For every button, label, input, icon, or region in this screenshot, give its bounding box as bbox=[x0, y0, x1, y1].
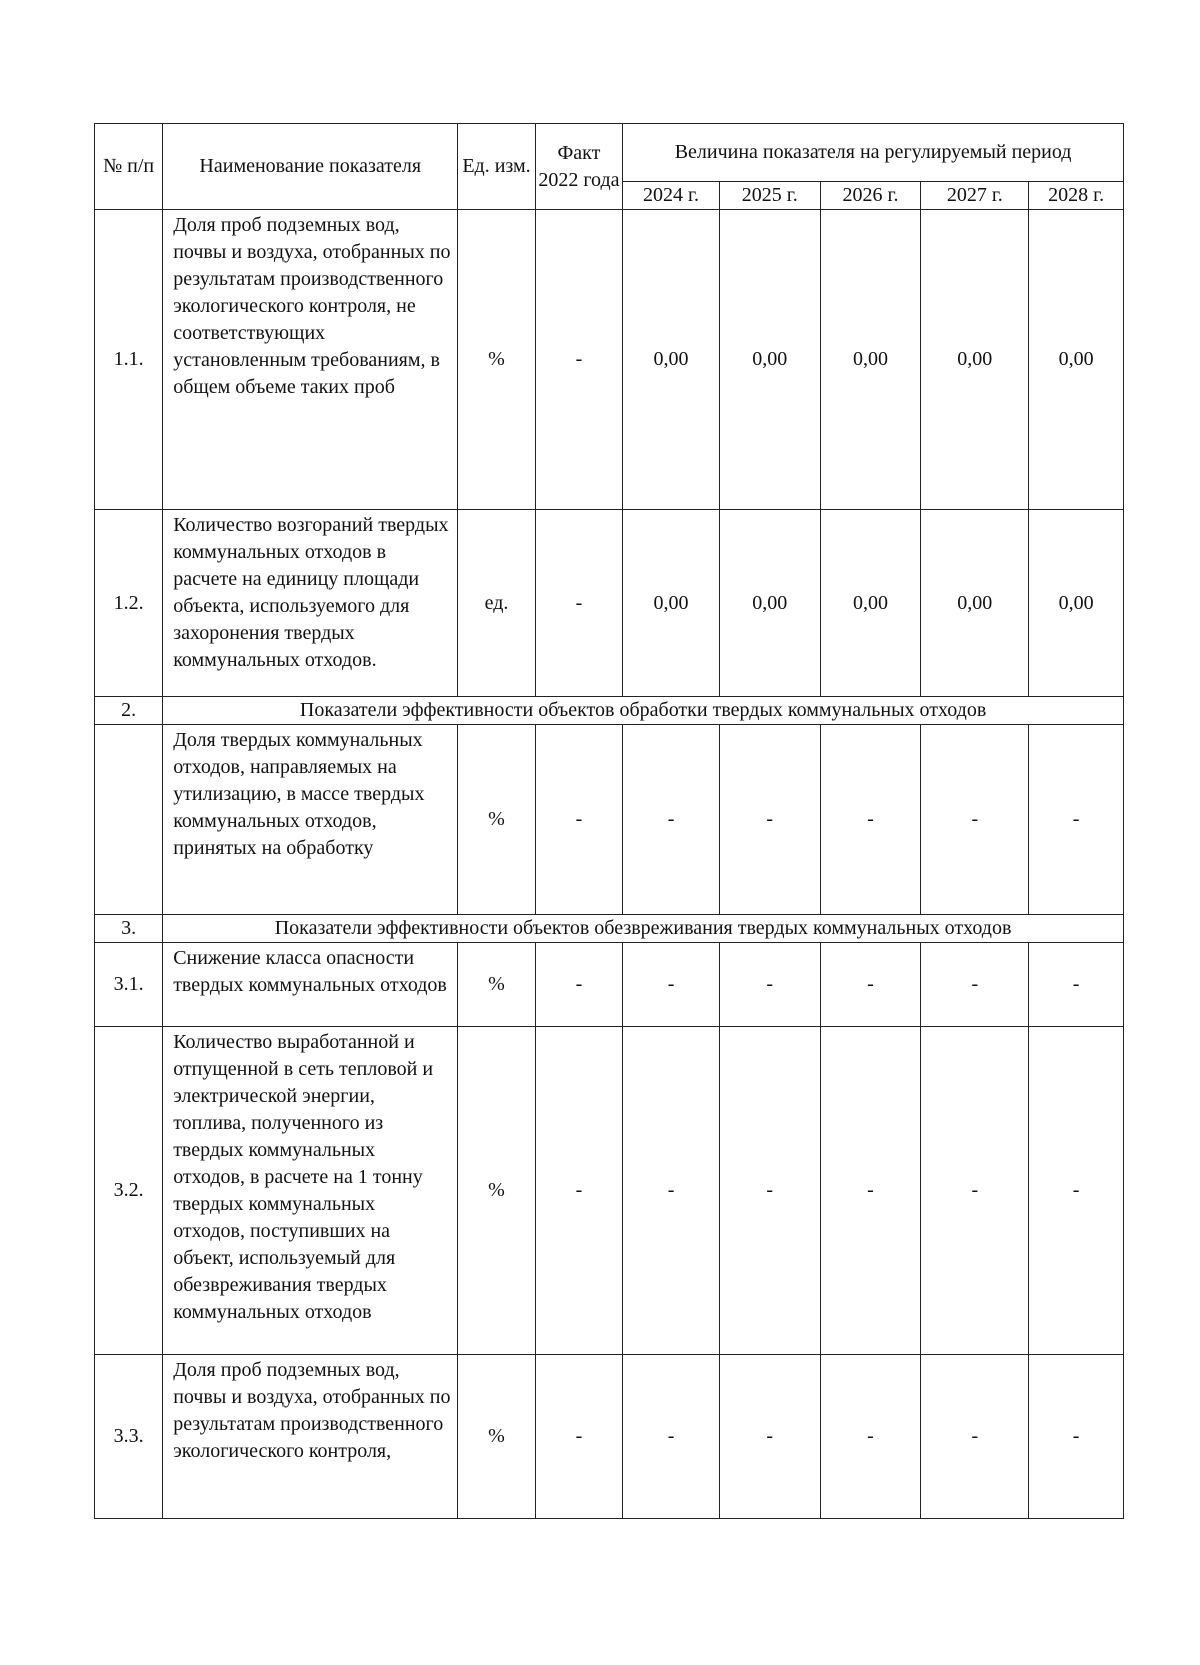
row-name: Доля проб подземных вод, почвы и воздуха, отобранных по результатам производственного экологического контроля, не соответствующих установленным требованиям, в общем объеме таких проб bbox=[163, 210, 458, 510]
row-unit: % bbox=[458, 1355, 535, 1519]
row-value: 0,00 bbox=[820, 510, 921, 697]
section-row bbox=[95, 915, 1124, 943]
row-num: 1.2. bbox=[95, 510, 163, 697]
row-fact: - bbox=[535, 725, 623, 915]
row-fact: - bbox=[535, 1355, 623, 1519]
row-name: Доля твердых коммунальных отходов, направляемых на утилизацию, в массе твердых коммунальных отходов, принятых на обработку bbox=[163, 725, 458, 915]
header-period: Величина показателя на регулируемый период bbox=[623, 124, 1124, 182]
row-unit: ед. bbox=[458, 510, 535, 697]
row-value: 0,00 bbox=[623, 210, 720, 510]
row-fact: - bbox=[535, 210, 623, 510]
header-year: 2028 г. bbox=[1029, 182, 1124, 210]
header-year: 2027 г. bbox=[921, 182, 1029, 210]
table-row bbox=[95, 510, 1124, 697]
row-name: Количество возгораний твердых коммунальных отходов в расчете на единицу площади объекта, используемого для захоронения твердых коммунальных отходов. bbox=[163, 510, 458, 697]
row-name: Количество выработанной и отпущенной в сеть тепловой и электрической энергии, топлива, полученного из твердых коммунальных отходов, в расчете на 1 тонну твердых коммунальных отходов, поступивших на объект, используемый для обезвреживания твердых коммунальных отходов bbox=[163, 1027, 458, 1355]
row-value: 0,00 bbox=[1029, 210, 1124, 510]
section-title: Показатели эффективности объектов обезвреживания твердых коммунальных отходов bbox=[163, 915, 1124, 943]
row-value: 0,00 bbox=[921, 510, 1029, 697]
row-fact: - bbox=[535, 943, 623, 1027]
header-year: 2026 г. bbox=[820, 182, 921, 210]
row-name: Доля проб подземных вод, почвы и воздуха, отобранных по результатам производственного экологического контроля, bbox=[163, 1355, 458, 1519]
row-num: 1.1. bbox=[95, 210, 163, 510]
row-fact: - bbox=[535, 1027, 623, 1355]
row-value: - bbox=[623, 1027, 720, 1355]
row-value: - bbox=[921, 725, 1029, 915]
section-title: Показатели эффективности объектов обработки твердых коммунальных отходов bbox=[163, 697, 1124, 725]
row-value: - bbox=[820, 725, 921, 915]
header-unit: Ед. изм. bbox=[458, 124, 535, 210]
row-value: - bbox=[623, 725, 720, 915]
document-page bbox=[94, 123, 1124, 1519]
row-value: 0,00 bbox=[1029, 510, 1124, 697]
table-row bbox=[95, 1027, 1124, 1355]
row-value: - bbox=[623, 943, 720, 1027]
row-value: - bbox=[623, 1355, 720, 1519]
row-value: - bbox=[921, 943, 1029, 1027]
row-unit: % bbox=[458, 210, 535, 510]
row-num bbox=[95, 725, 163, 915]
header-row bbox=[95, 124, 1124, 182]
row-unit: % bbox=[458, 1027, 535, 1355]
row-value: - bbox=[1029, 943, 1124, 1027]
row-value: - bbox=[820, 1355, 921, 1519]
table-row bbox=[95, 210, 1124, 510]
row-value: - bbox=[719, 943, 820, 1027]
header-year: 2024 г. bbox=[623, 182, 720, 210]
row-value: 0,00 bbox=[719, 210, 820, 510]
section-row bbox=[95, 697, 1124, 725]
row-num: 3.1. bbox=[95, 943, 163, 1027]
row-value: - bbox=[1029, 1355, 1124, 1519]
row-fact: - bbox=[535, 510, 623, 697]
indicators-table bbox=[94, 123, 1124, 1519]
row-value: - bbox=[820, 1027, 921, 1355]
row-value: - bbox=[921, 1355, 1029, 1519]
row-value: 0,00 bbox=[921, 210, 1029, 510]
row-num: 3.2. bbox=[95, 1027, 163, 1355]
table-row bbox=[95, 725, 1124, 915]
header-fact: Факт 2022 года bbox=[535, 124, 623, 210]
header-year: 2025 г. bbox=[719, 182, 820, 210]
table-row bbox=[95, 1355, 1124, 1519]
section-num: 3. bbox=[95, 915, 163, 943]
section-num: 2. bbox=[95, 697, 163, 725]
row-value: - bbox=[719, 1355, 820, 1519]
row-value: 0,00 bbox=[719, 510, 820, 697]
row-unit: % bbox=[458, 725, 535, 915]
header-num: № п/п bbox=[95, 124, 163, 210]
row-value: - bbox=[719, 1027, 820, 1355]
row-value: - bbox=[1029, 725, 1124, 915]
row-value: - bbox=[820, 943, 921, 1027]
row-unit: % bbox=[458, 943, 535, 1027]
row-value: 0,00 bbox=[820, 210, 921, 510]
row-num: 3.3. bbox=[95, 1355, 163, 1519]
table-row bbox=[95, 943, 1124, 1027]
row-value: - bbox=[1029, 1027, 1124, 1355]
row-value: - bbox=[719, 725, 820, 915]
header-name: Наименование показателя bbox=[163, 124, 458, 210]
row-value: - bbox=[921, 1027, 1029, 1355]
row-value: 0,00 bbox=[623, 510, 720, 697]
row-name: Снижение класса опасности твердых коммунальных отходов bbox=[163, 943, 458, 1027]
